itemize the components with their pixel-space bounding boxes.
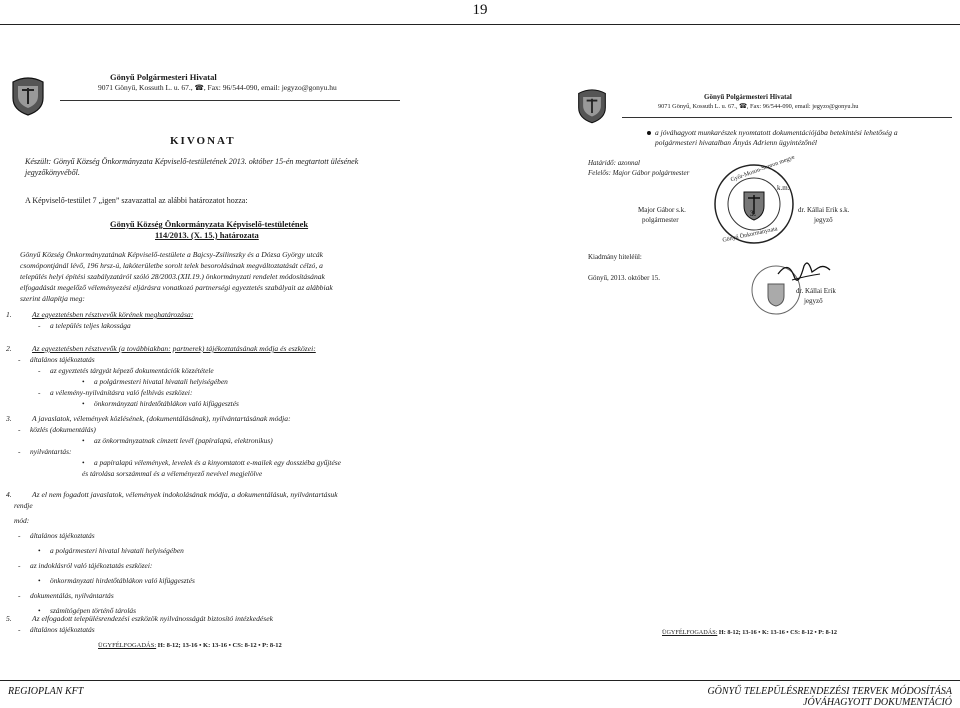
left-item-line-text: az egyeztetés tárgyát képező dokumentációk közzététele <box>50 366 214 375</box>
sig3-role: jegyző <box>804 297 823 305</box>
right-bullet-line2: polgármesteri hivatalban Ányás Adrienn ügyintézőnél <box>655 138 817 147</box>
left-body-line: elfogadását megelőző véleményezési eljárásra vonatkozó partnerségi egyeztetés szabályait az alábbiak <box>20 283 333 292</box>
left-body-line: település helyi építési szabályzatáról szóló 28/2003.(XII.19.) önkormányzati rendelet módosításának <box>20 272 325 281</box>
left-body-line: Gönyű Község Önkormányzatának Képviselő-testülete a Bajcsy-Zsilinszky és a Dózsa György utcák <box>20 250 323 259</box>
right-office-name: Gönyű Polgármesteri Hivatal <box>704 93 792 101</box>
left-item-line <box>82 400 239 407</box>
dash-marker: - <box>18 625 21 634</box>
left-item-line-text: a polgármesteri hivatal hivatali helyiségében <box>94 377 228 386</box>
left-item-number: 1. <box>6 310 12 319</box>
bullet-icon: • <box>38 606 41 615</box>
left-item-line <box>18 592 114 599</box>
sig1-name: Major Gábor s.k. <box>638 206 686 214</box>
left-item-number: 3. <box>6 414 12 423</box>
left-item-line <box>18 356 95 363</box>
dash-marker: - <box>18 425 21 434</box>
dash-marker: - <box>38 321 41 330</box>
sig3-name: dr. Kállai Erik <box>796 287 836 295</box>
dash-marker: - <box>18 531 21 540</box>
right-hours-value: H: 8-12; 13-16 • K: 13-16 • CS: 8-12 • P: 8-12 <box>718 629 837 636</box>
footer-right-line2: JÓVÁHAGYOTT DOKUMENTÁCIÓ <box>803 697 952 708</box>
page-number: 19 <box>472 2 488 18</box>
sig2-name: dr. Kállai Erik s.k. <box>798 206 850 214</box>
left-office-name: Gönyű Polgármesteri Hivatal <box>110 72 217 82</box>
bullet-icon: • <box>82 436 85 445</box>
left-hours-label: ÜGYFÉLFOGADÁS: <box>98 642 157 649</box>
dash-marker: - <box>18 561 21 570</box>
right-hours-label: ÜGYFÉLFOGADÁS: <box>662 629 718 636</box>
stamp-ring-text: Győr-Moson-Sopron megye <box>730 154 796 184</box>
left-item-line <box>14 517 29 524</box>
left-item-line <box>38 367 214 374</box>
stamp-number: 3. <box>750 209 756 218</box>
left-item-line <box>18 626 95 633</box>
left-item-heading: Az egyeztetésben résztvevők (a továbbiakban: partnerek) tájékoztatásának módja és eszközei: <box>32 344 316 353</box>
left-item-line <box>14 502 33 509</box>
bullet-icon: • <box>82 458 85 467</box>
left-resolution-title: Gönyű Község Önkormányzata Képviselő-testületének <box>110 219 309 229</box>
footer-right-line1: GÖNYŰ TELEPÜLÉSRENDEZÉSI TERVEK MÓDOSÍTÁSA <box>707 686 952 697</box>
left-item-line-text: mód: <box>14 516 30 525</box>
bullet-icon: • <box>82 377 85 386</box>
right-deadline: Határidő: azonnal <box>588 159 640 167</box>
left-item-line-text: a polgármesteri hivatal hivatali helyiségében <box>50 546 184 555</box>
left-item-line-text: rendje <box>14 501 33 510</box>
left-item-line-text: általános tájékoztatás <box>30 531 95 540</box>
left-item-number: 5. <box>6 614 12 623</box>
dash-marker: - <box>38 366 41 375</box>
left-item-line-text: általános tájékoztatás <box>30 355 95 364</box>
sig1-role: polgármester <box>642 216 679 224</box>
left-item-line <box>38 322 131 329</box>
left-item-line-text: a vélemény-nyilvánításra való felhívás eszközei: <box>50 388 193 397</box>
left-item-heading: Az egyeztetésben résztvevők körének meghatározása: <box>32 310 194 319</box>
stamp-bottom-text: Gönyű Önkormányzata <box>721 226 779 244</box>
left-item-line-text: és tárolása sorszámmal és a véleményező nevével megjelölve <box>82 469 263 478</box>
bullet-icon: • <box>38 546 41 555</box>
left-item-number: 4. <box>6 490 12 499</box>
right-bullet-line1: a jóváhagyott munkarészek nyomtatott dokumentációjába betekintési lehetőség a <box>647 129 898 137</box>
left-item-line <box>38 577 195 584</box>
right-header-rule <box>622 117 952 118</box>
left-item-line-text: számítógépen történő tárolás <box>50 606 136 615</box>
left-item-line <box>82 378 228 385</box>
left-hours-value: H: 8-12; 13-16 • K: 13-16 • CS: 8-12 • P: 8-12 <box>157 642 282 649</box>
coat-of-arms-icon <box>576 86 608 124</box>
left-office-hours <box>98 643 282 650</box>
bullet-icon: • <box>82 399 85 408</box>
left-item-number: 2. <box>6 344 12 353</box>
left-item-line <box>18 448 71 455</box>
left-kesz-line2: jegyzőkönyvéből. <box>25 168 80 177</box>
left-item-heading: Az el nem fogadott javaslatok, vélemények indokolásának módja, a dokumentálásuk, nyilvántartásuk <box>32 490 338 499</box>
left-item-line <box>38 389 192 396</box>
left-item-line <box>18 532 95 539</box>
left-item-line-text: a papíralapú vélemények, levelek és a kinyomtatott e-mailek egy dossziéba gyűjtése <box>94 458 341 467</box>
left-item-line-text: nyilvántartás: <box>30 447 72 456</box>
right-office-address: 9071 Gönyű, Kossuth L. u. 67., ☎, Fax: 96/544-090, email: jegyzo@gonyu.hu <box>658 103 859 110</box>
footer-right <box>707 686 952 708</box>
dash-marker: - <box>38 388 41 397</box>
left-resolution-number: 114/2013. (X. 15.) határozata <box>155 230 259 240</box>
bullet-icon: • <box>38 576 41 585</box>
dash-marker: - <box>18 355 21 364</box>
left-item-line <box>82 437 273 444</box>
left-item-line-text: a település teljes lakossága <box>50 321 131 330</box>
footer-rule <box>0 680 960 681</box>
coat-of-arms-icon <box>10 74 46 116</box>
dash-marker: - <box>18 447 21 456</box>
left-body-line: csomópontjánál lévő, 196 hrsz-ú, lakóterületbe sorolt telek besorolásának megváltoztatását célzó, a <box>20 261 323 270</box>
footer-left: REGIOPLAN KFT <box>8 686 84 697</box>
left-item-line <box>82 459 341 466</box>
left-header-rule <box>60 100 400 101</box>
left-item-heading: A javaslatok, vélemények közlésének, (dokumentálásának), nyilvántartásának módja: <box>32 414 291 423</box>
sig2-role: jegyző <box>814 216 833 224</box>
left-item-line <box>18 562 152 569</box>
right-office-hours <box>662 630 837 636</box>
left-item-line <box>82 470 262 477</box>
left-office-address: 9071 Gönyű, Kossuth L. u. 67., ☎, Fax: 96/544-090, email: jegyzo@gonyu.hu <box>98 83 337 92</box>
right-scan <box>572 82 960 652</box>
left-item-line-text: általános tájékoztatás <box>30 625 95 634</box>
kiadmany-label: Kiadmány hiteléül: <box>588 253 642 261</box>
left-body-line: szerint állapítja meg: <box>20 294 85 303</box>
header-rule <box>0 24 960 25</box>
stamp-km: k.m. <box>777 184 790 192</box>
right-responsible: Felelős: Major Gábor polgármester <box>588 169 690 177</box>
dash-marker: - <box>18 591 21 600</box>
left-item-line <box>18 426 96 433</box>
left-kesz-line1: Készült: Gönyű Község Önkormányzata Képviselő-testületének 2013. október 15-én megtartott ülésének <box>25 157 359 166</box>
left-item-line-text: az önkormányzatnak címzett levél (papíralapú, elektronikus) <box>94 436 273 445</box>
left-item-line-text: önkormányzati hirdetőtáblákon való kifüggesztés <box>94 399 239 408</box>
left-title: KIVONAT <box>170 135 236 147</box>
left-item-line-text: az indoklásról való tájékoztatás eszközei: <box>30 561 153 570</box>
left-item-line-text: közlés (dokumentálás) <box>30 425 96 434</box>
left-item-line <box>38 547 184 554</box>
left-item-line-text: dokumentálás, nyilvántartás <box>30 591 114 600</box>
left-item-heading: Az elfogadott településrendezési eszközök nyilvánosságát biztosító intézkedések <box>32 614 273 623</box>
left-vote-line: A Képviselő-testület 7 „igen” szavazattal az alábbi határozatot hozza: <box>25 196 248 205</box>
left-item-line-text: önkormányzati hirdetőtáblákon való kifüggesztés <box>50 576 195 585</box>
right-date: Gönyű, 2013. október 15. <box>588 274 660 282</box>
left-scan <box>0 60 420 670</box>
